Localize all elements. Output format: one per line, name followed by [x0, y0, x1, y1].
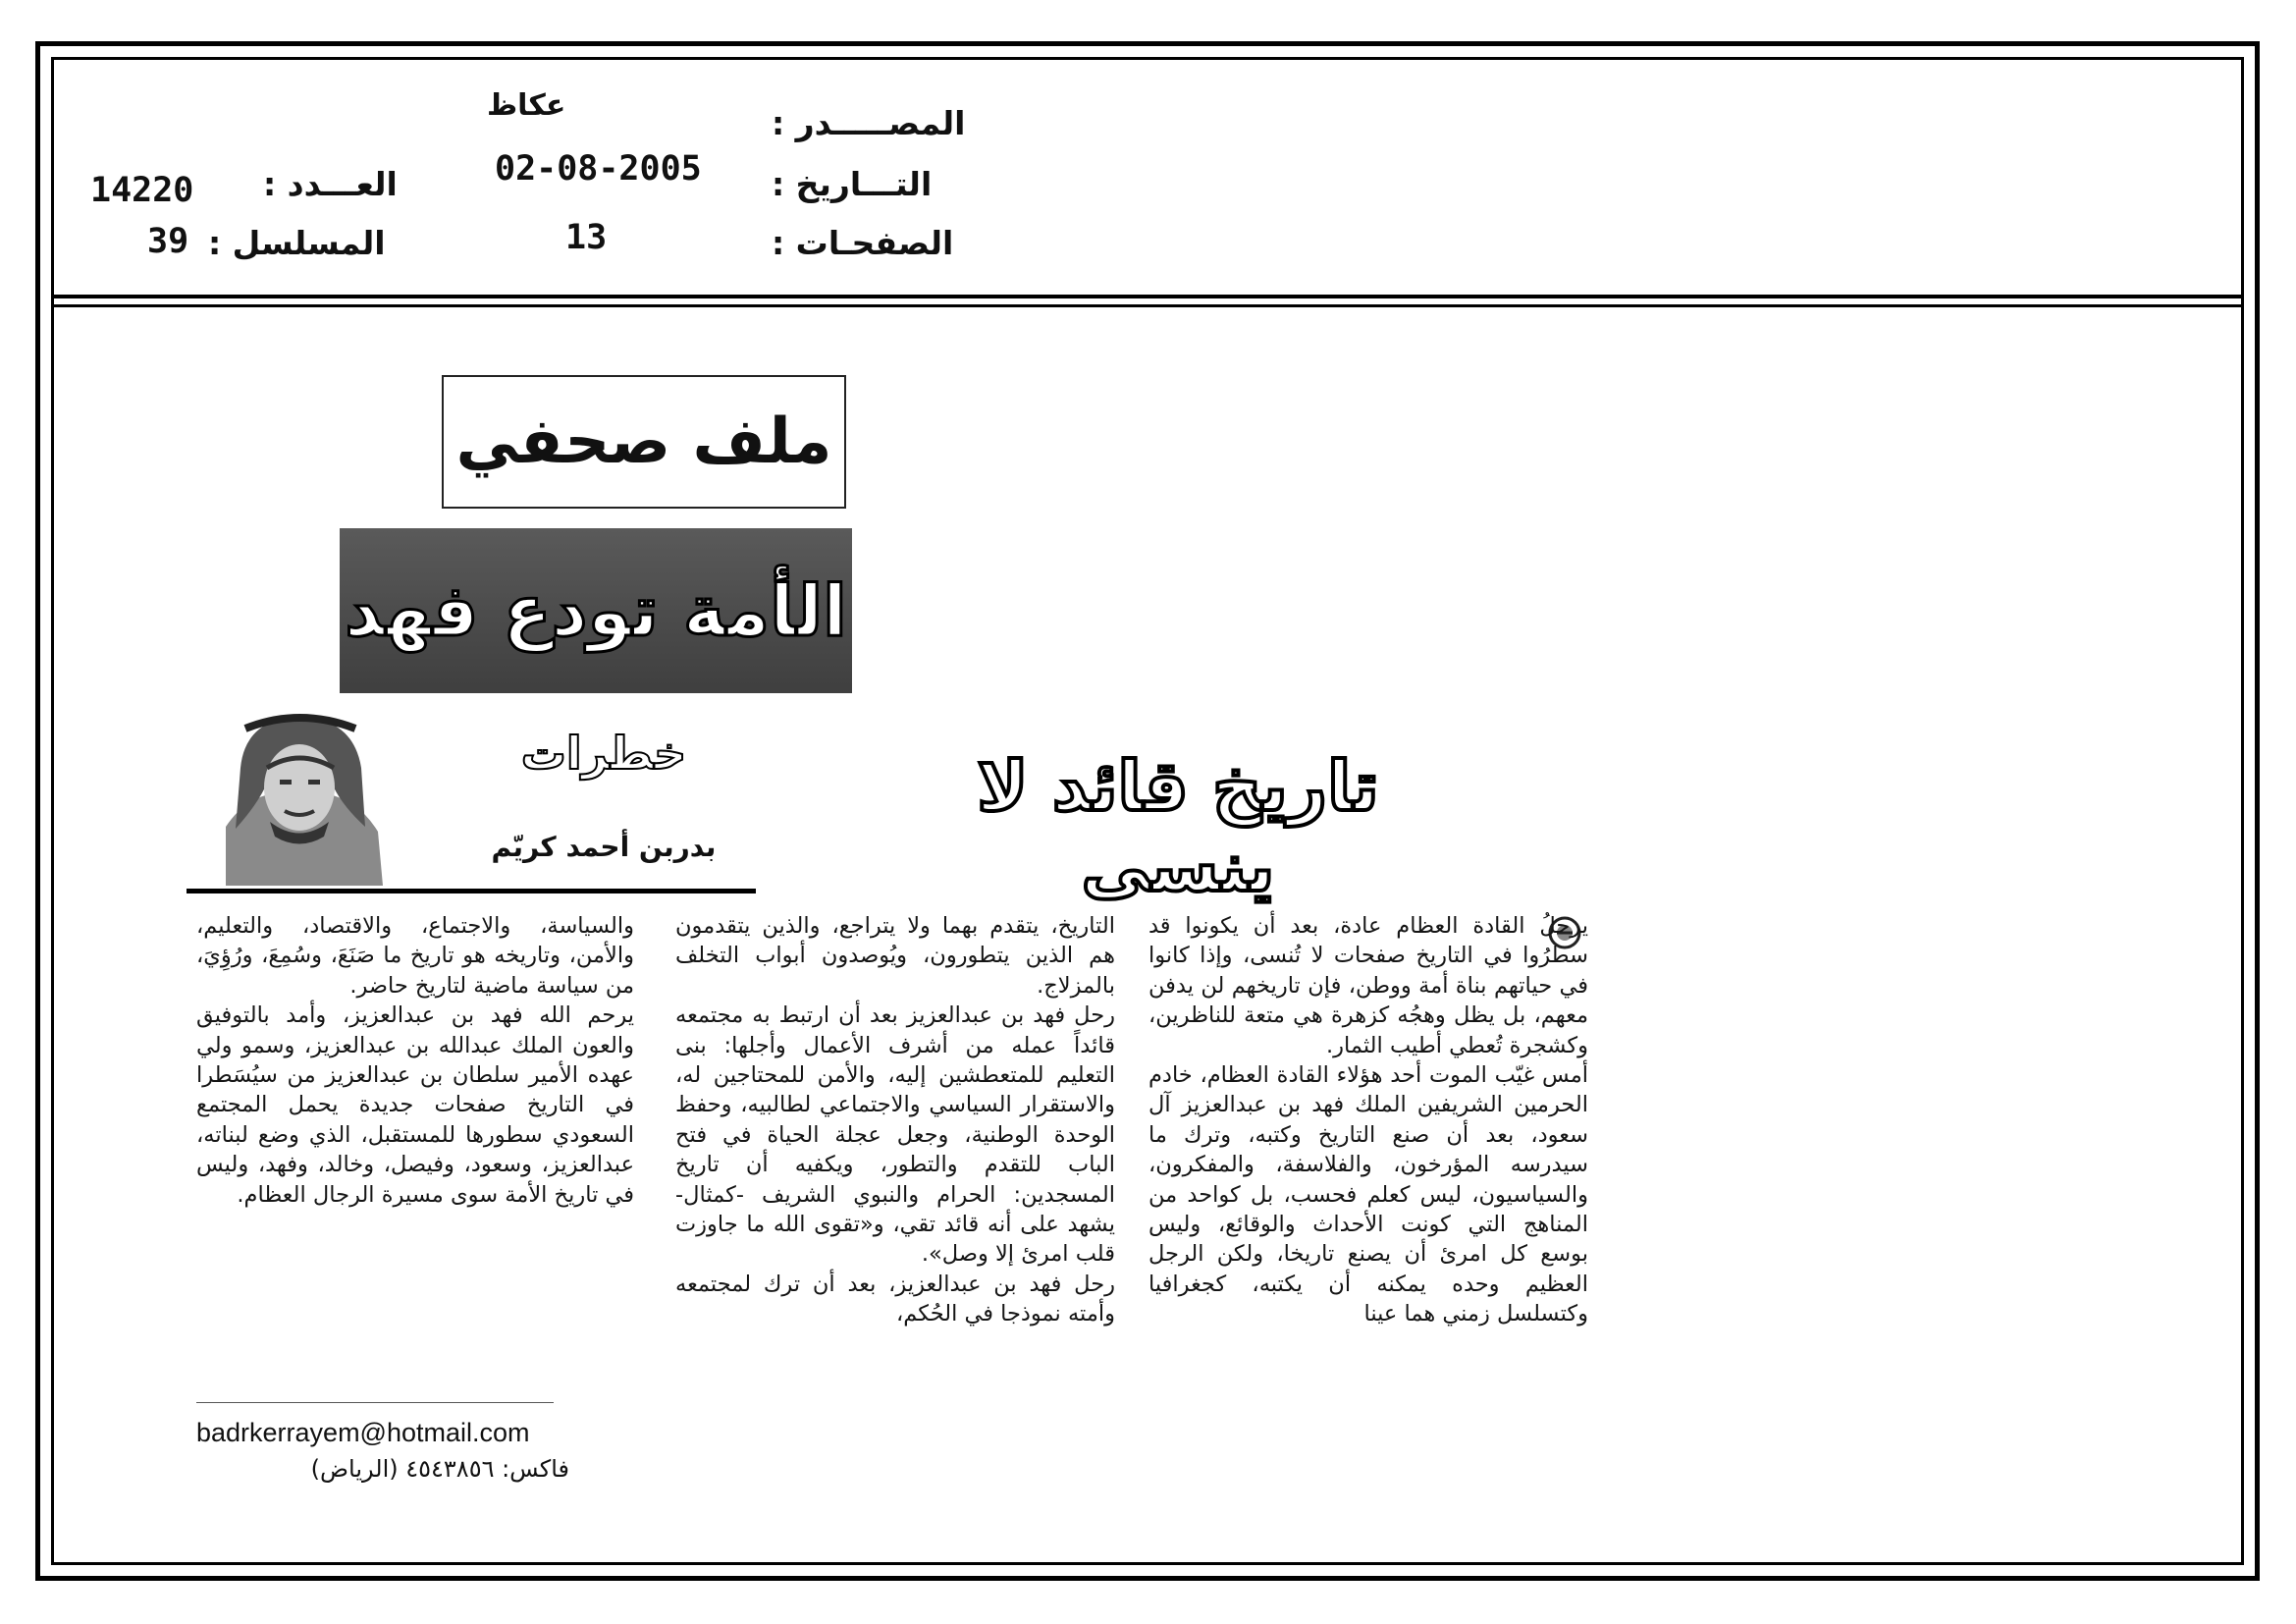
article-headline: تاريخ قائد لا ينسى	[977, 746, 1379, 907]
pages-label: الصفحـات :	[772, 224, 954, 262]
serial-label: المسلسل :	[208, 224, 386, 262]
section-banner	[340, 528, 852, 693]
author-fax: فاكس: ٤٥٤٣٨٥٦ (الرياض)	[310, 1455, 569, 1483]
date-value: 02-08-2005	[495, 149, 702, 189]
author-byline: بدربن أحمد كريّم	[491, 831, 717, 863]
press-file-label	[442, 375, 846, 509]
issue-label: العـــدد :	[263, 165, 398, 203]
article-column-3: والسياسة، والاجتماع، والاقتصاد، والتعليم، والأمن، وتاريخه هو تاريخ ما صَنَعَ، وسُمِعَ، ورُؤِيَ، من سياسة ماضية لتاريخ حاضر. يرحم الله فهد بن عبدالعزيز، وأمد بالتوفيق والعون الملك عبدالله بن عبدالعزيز، وسمو ولي عهده الأمير سلطان بن عبدالعزيز من سيُسَطرا في التاريخ صفحات جديدة يحمل المجتمع السعودي سطورها للمستقبل، الذي وضع لبناته، عبدالعزيز، وسعود، وفيصل، وخالد، وفهد، وليس في تاريخ الأمة سوى مسيرة الرجال العظام.	[196, 913, 634, 1208]
date-label: التـــاريخ :	[772, 165, 933, 203]
column-name: خطرات	[520, 727, 687, 780]
article-column-1: يرحلُ القادة العظام عادة، بعد أن يكونوا قد سطرُوا في التاريخ صفحات لا تُنسى، وإذا كانوا في حياتهم بناة أمة ووطن، فإن تاريخهم لن يدفن معهم، بل يظل وهجُه كزهرة هي متعة للناظرين، وكشجرة تُعطي أطيب الثمار. أمس غيّب الموت أحد هؤلاء القادة العظام، خادم الحرمين الشريفين الملك فهد بن عبدالعزيز آل سعود، بعد أن صنع التاريخ وكتبه، وترك ما سيدرسه المؤرخون، والفلاسفة، والمفكرون، والسياسيون، ليس كعلم فحسب، بل كواحد من المناهج التي كونت الأحداث والوقائع، وليس بوسع كل امرئ أن يصنع تاريخا، ولكن الرجل العظيم وحده يمكنه أن يكتبه، كجغرافيا وكتسلسل زمني هما عينا	[1148, 913, 1588, 1327]
byline-rule	[187, 889, 756, 893]
author-portrait-icon	[187, 709, 412, 886]
pages-value: 13	[565, 218, 608, 257]
author-email: badrkerrayem@hotmail.com	[196, 1418, 530, 1447]
press-file-text: ملف صحفي	[455, 406, 832, 478]
serial-value: 39	[147, 222, 189, 261]
banner-text: الأمة تودع فهد	[345, 569, 847, 652]
signature-rule	[196, 1402, 554, 1403]
header-divider-secondary	[51, 304, 2244, 307]
source-label: المصـــــدر :	[772, 104, 966, 142]
header-divider	[51, 295, 2244, 298]
issue-value: 14220	[90, 171, 194, 210]
source-value: عكاظ	[487, 88, 566, 123]
article-column-2: التاريخ، يتقدم بهما ولا يتراجع، والذين يتقدمون هم الذين يتطورون، ويُوصدون أبواب التخلف بالمزلاج. رحل فهد بن عبدالعزيز بعد أن ارتبط به مجتمعه قائداً عمله من أشرف الأعمال وأجلها: بنى التعليم للمتعطشين إليه، والأمن للمحتاجين له، والاستقرار السياسي والاجتماعي لطالبيه، وحفظ الوحدة الوطنية، وجعل عجلة الحياة في فتح الباب للتقدم والتطور، ويكفيه أن تاريخ المسجدين: الحرام والنبوي الشريف -كمثال- يشهد على أنه قائد تقي، و«تقوى الله ما جاوزت قلب امرئ إلا وصل». رحل فهد بن عبدالعزيز، بعد أن ترك لمجتمعه وأمته نموذجا في الحُكم،	[675, 913, 1115, 1327]
